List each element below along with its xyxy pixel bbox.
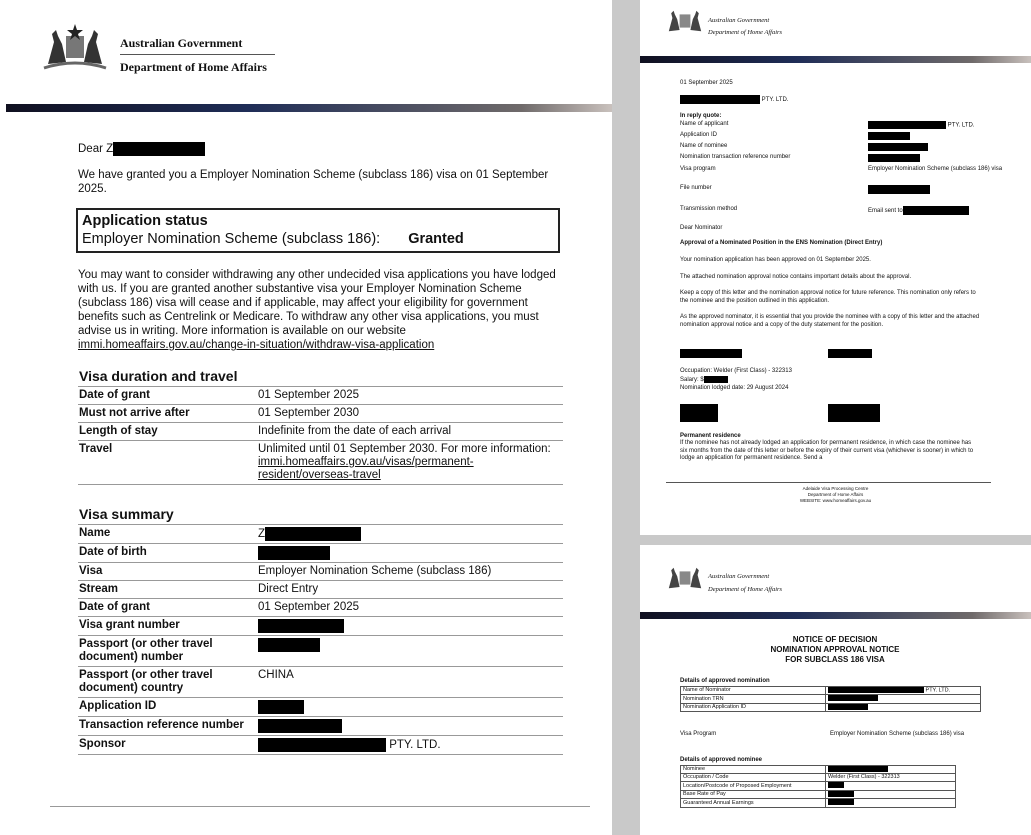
table-row: Nomination TRN	[681, 695, 981, 703]
coat-of-arms-icon	[664, 563, 706, 593]
coat-of-arms-icon	[664, 6, 706, 36]
table-row: Nomination Application ID	[681, 703, 981, 711]
approved-nominee-table	[680, 765, 956, 808]
gov-title: Australian Government	[120, 36, 243, 50]
table-row: Stream Direct Entry	[78, 581, 563, 599]
withdraw-link[interactable]: immi.homeaffairs.gov.au/change-in-situation/withdraw-visa-application	[78, 339, 435, 351]
table-row: Visa Employer Nomination Scheme (subclass 186)	[78, 563, 563, 581]
duration-table	[78, 386, 563, 485]
summary-table	[78, 524, 563, 755]
withdrawal-advice: You may want to consider withdrawing any other undecided visa applications you have lodged with us. If you are granted another substantive visa your Employer Nomination Scheme (subclass 186) visa will cease and if applicable, may affect your eligibility for government benefits such as Centrelink or Medicare. To withdraw any other visa applications, you must advise us in writing. More information is available on our website immi.homeaffairs.gov.au/change-in-situation/withdraw-visa-application	[78, 269, 556, 351]
approved-nomination-table	[680, 686, 981, 712]
table-row: Nominee	[681, 766, 956, 774]
table-row: Application ID	[78, 698, 563, 717]
table-row: Date of grant 01 September 2025	[78, 599, 563, 617]
table-row: Must not arrive after 01 September 2030	[78, 405, 563, 423]
status-visa: Employer Nomination Scheme (subclass 186):	[82, 231, 381, 247]
grant-statement: We have granted you a Employer Nomination Scheme (subclass 186) visa on 01 September 2025.	[78, 169, 549, 195]
table-row: Base Rate of Pay	[681, 790, 956, 798]
department-title: Department of Home Affairs	[120, 60, 267, 74]
table-row: Date of grant 01 September 2025	[78, 387, 563, 405]
status-value: Granted	[408, 231, 464, 247]
status-title: Application status	[82, 213, 208, 229]
table-row: Name Z	[78, 525, 563, 544]
table-row: Date of birth	[78, 544, 563, 563]
travel-link[interactable]: immi.homeaffairs.gov.au/visas/permanent-resident/overseas-travel	[258, 456, 474, 481]
nomination-letter: Australian Government Department of Home Affairs 01 September 2025 PTY. LTD. In reply quote: Name of applicant PTY. LTD. Application ID Name of nominee Nomination transaction reference number Visa program Employer Nomination Scheme (subclass 186) visa File number Transmission method Email sent to Dear Nominator Approval of a Nominated Position in the ENS Nomination (Direct Entry) Your nomination application has been approved on 01 September 2025. The attached nomination approval notice contains important details about the approval. Keep a copy of this letter and the nomination approval notice for future reference. This nomination only refers to the nominee and the position outlined in this application. As the approved nominator, it is essential that you provide the nominee with a copy of this letter and the attached nomination approval notice and a copy of the duty statement for the position. Occupation: Welder (First Class) - 322313 Salary: $ Nomination lodged date: 29 August 2024 Permanent residence If the nominee has not already lodged an application for permanent residence, in which case the nominee has six months from the date of this letter or before the expiry of their current visa (whichever is sooner) in which to lodge an application for permanent residence. Send a Adelaide Visa Processing Centre Department of Home Affairs WEBSITE: www.homeaffairs.gov.au	[640, 0, 1031, 535]
table-row: Passport (or other travel document) number	[78, 636, 563, 667]
table-row: Location/Postcode of Proposed Employment	[681, 782, 956, 790]
table-row: Transaction reference number	[78, 717, 563, 736]
table-row: Name of Nominator PTY. LTD.	[681, 687, 981, 695]
duration-heading: Visa duration and travel	[79, 368, 238, 384]
table-row: Length of stay Indefinite from the date of each arrival	[78, 423, 563, 441]
coat-of-arms-icon	[40, 22, 110, 72]
table-row: Travel Unlimited until 01 September 2030. For more information: immi.homeaffairs.gov.au/visas/permanent-resident/overseas-travel	[78, 441, 563, 485]
salutation: Dear Z	[78, 142, 563, 156]
application-status-box	[76, 208, 560, 253]
table-row: Guaranteed Annual Earnings	[681, 799, 956, 807]
notice-title: NOTICE OF DECISION NOMINATION APPROVAL NOTICE FOR SUBCLASS 186 VISA	[770, 635, 900, 664]
table-row: Visa grant number	[78, 617, 563, 636]
table-row: Passport (or other travel document) country CHINA	[78, 667, 563, 698]
table-row: Sponsor PTY. LTD.	[78, 736, 563, 755]
table-row: Occupation / Code Welder (First Class) - 322313	[681, 774, 956, 782]
summary-heading: Visa summary	[79, 506, 174, 522]
nomination-approval-notice: Australian Government Department of Home Affairs NOTICE OF DECISION NOMINATION APPROVAL NOTICE FOR SUBCLASS 186 VISA Details of approved nomination Name of Nominator PTY. LTD. Nomination TRN Nomination Application ID Visa Program Employer Nomination Scheme (subclass 186) visa Details of approved nominee Nominee Occupation / Code Welder (First Class) - 322313 Location/Postcode of Proposed Employment Base Rate of Pay Guaranteed Annual Earnings	[640, 545, 1031, 835]
